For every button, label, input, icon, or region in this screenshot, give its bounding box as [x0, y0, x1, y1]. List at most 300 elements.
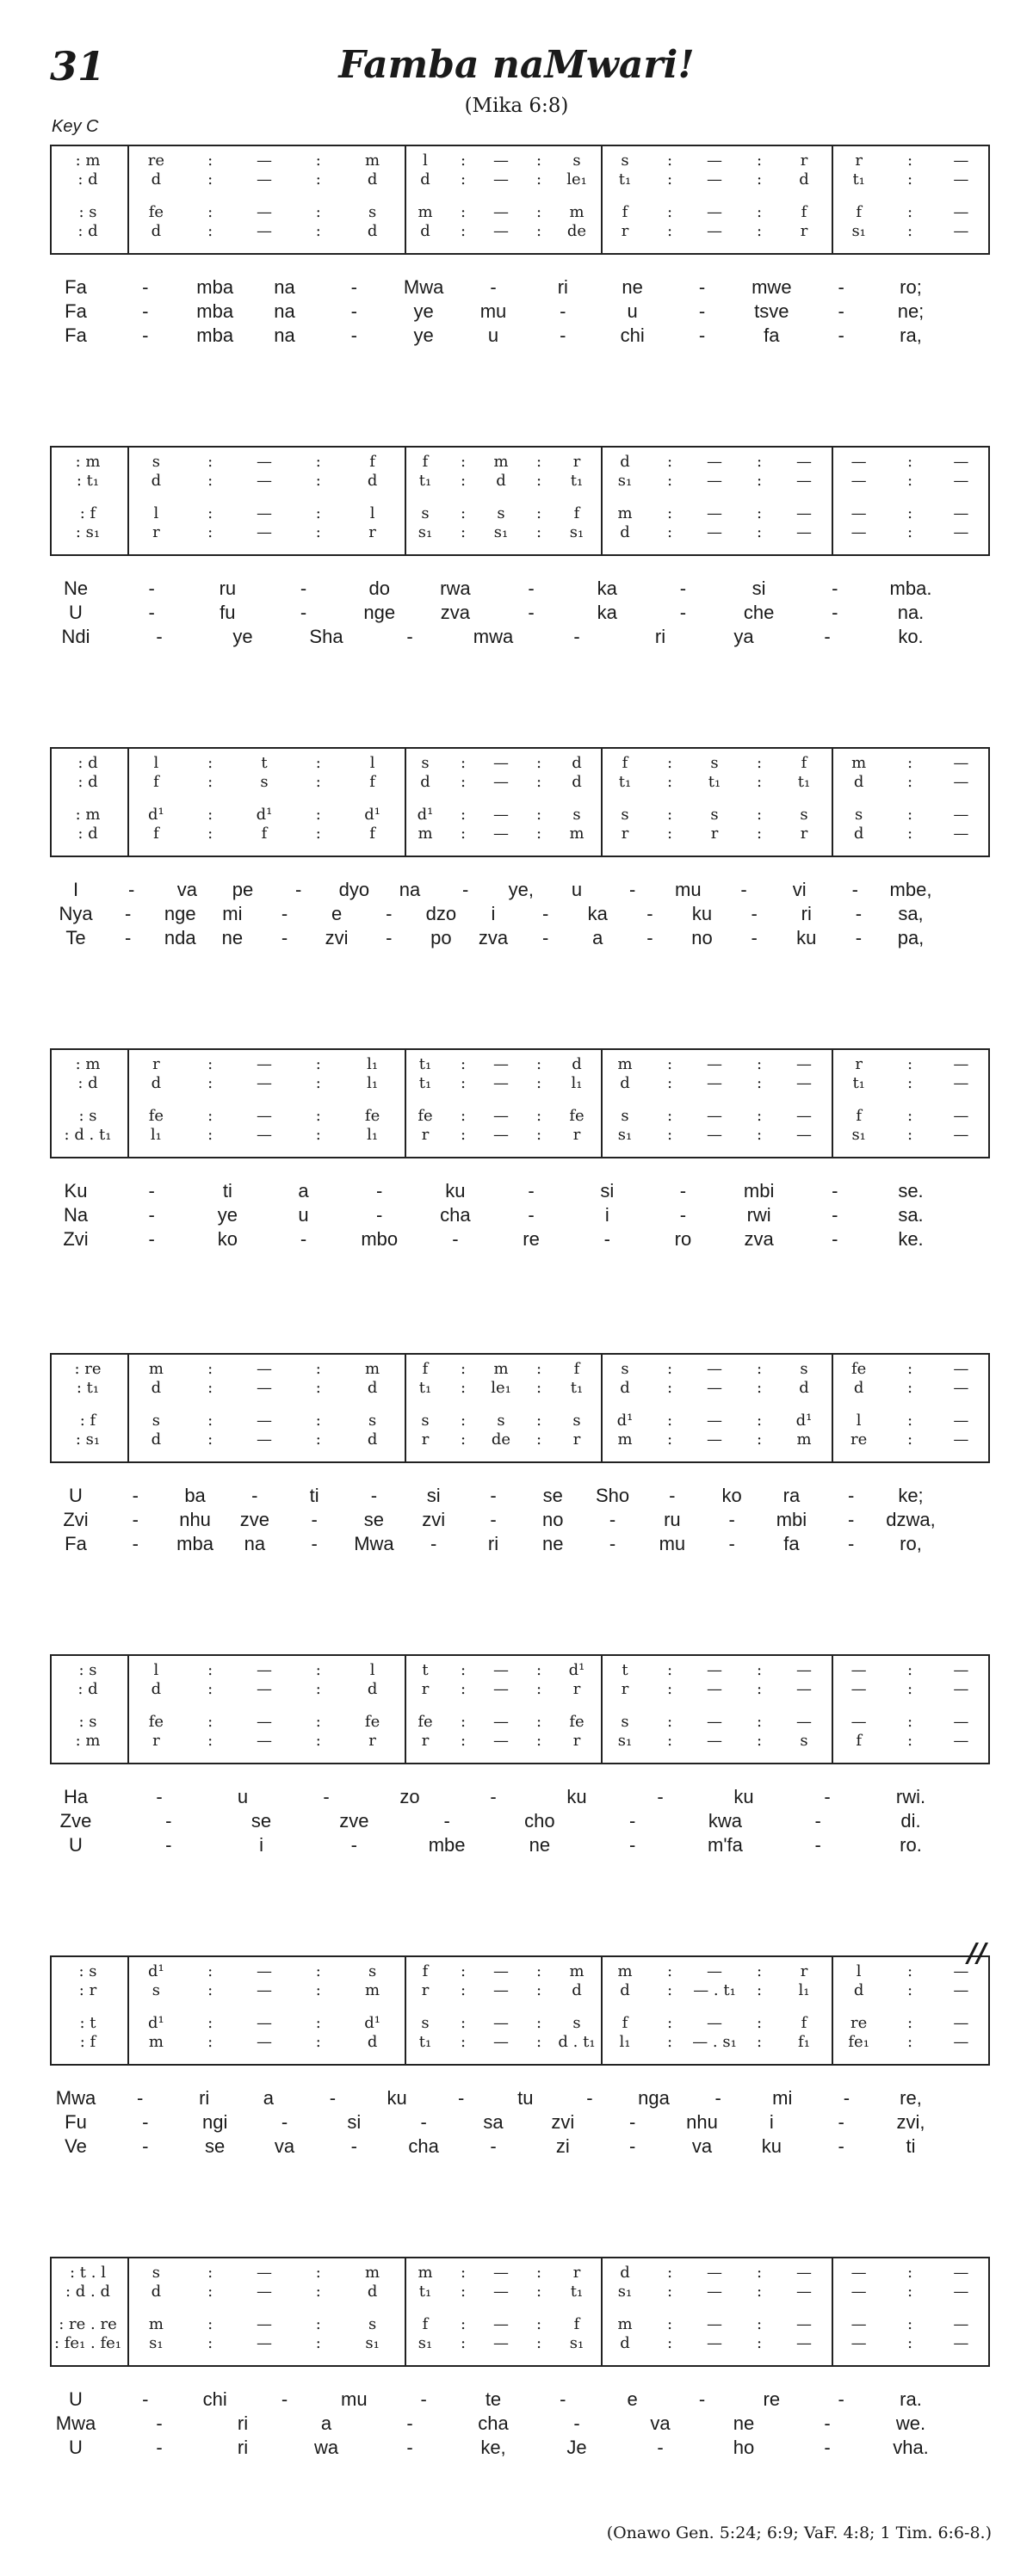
- beat-separator: :: [666, 1732, 673, 1750]
- solfa-note: —: [707, 1661, 722, 1679]
- solfa-note: s: [855, 806, 863, 824]
- lyric-syllable: -: [323, 1786, 330, 1807]
- solfa-note: —: [707, 1126, 722, 1144]
- solfa-note: : re . re: [59, 2315, 117, 2333]
- lyric-syllable: I: [72, 879, 79, 900]
- lyric-syllable: nge: [363, 602, 396, 623]
- solfa-note: —: [256, 1430, 272, 1449]
- solfa-note: —: [953, 2264, 969, 2282]
- solfa-note: f: [622, 754, 628, 772]
- solfa-note: —: [707, 472, 722, 490]
- lyric-syllable: -: [443, 1810, 450, 1832]
- solfa-note: —: [707, 222, 722, 240]
- beat-separator: :: [666, 2264, 673, 2282]
- solfa-note: d: [367, 1680, 378, 1698]
- solfa-note: d: [367, 2033, 378, 2051]
- beat-separator: :: [756, 1074, 763, 1092]
- solfa-note: m: [617, 504, 633, 522]
- solfa-note: d: [853, 773, 864, 791]
- lyric-syllable: ye: [232, 626, 253, 647]
- solfa-note: r: [421, 1981, 430, 1999]
- solfa-note: f: [153, 825, 159, 843]
- lyric-syllable: zve: [339, 1810, 369, 1832]
- beat-separator: :: [460, 1126, 467, 1144]
- beat-separator: :: [666, 1055, 673, 1073]
- lyric-syllable: -: [148, 602, 155, 623]
- lyric-syllable: ko.: [898, 626, 924, 647]
- lyric-syllable: cho: [524, 1810, 555, 1832]
- beat-separator: :: [315, 825, 321, 843]
- solfa-note: —: [493, 1713, 509, 1731]
- solfa-note: —: [256, 1074, 272, 1092]
- beat-separator: :: [756, 773, 763, 791]
- lyric-syllable: u: [237, 1786, 249, 1807]
- solfa-note: m: [418, 825, 433, 843]
- lyric-syllable: -: [132, 1533, 139, 1554]
- lyric-syllable: se: [251, 1810, 272, 1832]
- solfa-note: : d: [77, 1680, 98, 1698]
- lyric-line: [50, 926, 990, 950]
- solfa-note: —: [493, 151, 509, 170]
- solfa-note: f: [422, 1360, 429, 1378]
- beat-separator: :: [906, 2315, 913, 2333]
- solfa-row: [50, 1377, 987, 1399]
- solfa-note: s: [800, 806, 808, 824]
- solfa-note: r: [800, 222, 808, 240]
- beat-separator: :: [460, 2283, 467, 2301]
- lyric-syllable: -: [165, 1810, 172, 1832]
- lyric-syllable: u: [627, 300, 638, 322]
- beat-separator: :: [315, 1732, 321, 1750]
- solfa-note: —: [953, 1126, 969, 1144]
- lyric-syllable: -: [824, 2412, 831, 2434]
- solfa-note: —: [707, 2014, 722, 2032]
- lyric-syllable: -: [370, 1485, 378, 1506]
- beat-separator: :: [460, 222, 467, 240]
- lyric-syllable: -: [490, 1509, 497, 1530]
- beat-separator: :: [666, 472, 673, 490]
- solfa-note: s: [260, 773, 269, 791]
- beat-separator: :: [906, 1962, 913, 1980]
- solfa-note: : d . d: [65, 2283, 110, 2301]
- lyric-syllable: -: [386, 927, 393, 948]
- lyric-syllable: -: [281, 2111, 288, 2133]
- beat-separator: :: [207, 1379, 213, 1397]
- beat-separator: :: [756, 523, 763, 541]
- solfa-note: s₁: [365, 2334, 380, 2352]
- lyric-syllable: -: [646, 903, 653, 924]
- lyric-syllable: ri: [237, 2412, 249, 2434]
- solfa-note: : t₁: [76, 1379, 100, 1397]
- solfa-note: d: [620, 1379, 630, 1397]
- lyric-syllable: -: [156, 626, 163, 647]
- lyric-syllable: ka: [597, 578, 617, 599]
- lyric-line: [50, 1203, 990, 1227]
- solfa-note: : s: [78, 1107, 97, 1125]
- solfa-note: d¹: [148, 2014, 164, 2032]
- lyric-syllable: -: [528, 1180, 535, 1202]
- solfa-note: : f: [79, 1412, 96, 1430]
- lyric-syllable: ku: [733, 1786, 754, 1807]
- lyric-syllable: a: [320, 2412, 332, 2434]
- beat-separator: :: [906, 1107, 913, 1125]
- beat-separator: :: [460, 773, 467, 791]
- beat-separator: :: [535, 773, 542, 791]
- solfa-note: l: [856, 1412, 862, 1430]
- lyric-syllable: -: [156, 1786, 163, 1807]
- lyric-syllable: ka: [597, 602, 617, 623]
- beat-separator: :: [666, 2033, 673, 2051]
- beat-separator: :: [666, 1074, 673, 1092]
- lyric-syllable: ro;: [900, 276, 922, 298]
- solfa-note: —: [493, 2315, 509, 2333]
- lyric-syllable: zi: [555, 2135, 570, 2157]
- solfa-note: d: [367, 1430, 378, 1449]
- solfa-note: —: [953, 1713, 969, 1731]
- lyric-syllable: -: [832, 1228, 838, 1250]
- lyric-syllable: i: [259, 1834, 263, 1856]
- score-system: [50, 145, 990, 351]
- beat-separator: :: [315, 2033, 321, 2051]
- solfa-row: [50, 2332, 987, 2355]
- solfa-note: r: [800, 151, 808, 170]
- solfa-note: —: [851, 523, 867, 541]
- lyric-line: [50, 2110, 990, 2134]
- beat-separator: :: [315, 1661, 321, 1679]
- lyric-syllable: -: [838, 2111, 844, 2133]
- lyric-syllable: mu: [479, 300, 507, 322]
- beat-separator: :: [535, 203, 542, 221]
- solfa-note: —: [851, 2315, 867, 2333]
- solfa-note: —: [953, 1732, 969, 1750]
- lyric-syllable: se: [205, 2135, 226, 2157]
- lyric-syllable: -: [586, 2087, 593, 2109]
- beat-separator: :: [666, 1360, 673, 1378]
- lyric-syllable: u: [487, 324, 499, 346]
- solfa-note: —: [256, 1661, 272, 1679]
- beat-separator: :: [460, 806, 467, 824]
- lyric-syllable: zve: [239, 1509, 269, 1530]
- lyric-syllable: -: [300, 578, 307, 599]
- lyric-syllable: -: [452, 1228, 459, 1250]
- beat-separator: :: [207, 1074, 213, 1092]
- solfa-note: m: [148, 2315, 164, 2333]
- solfa-note: fe₁: [848, 2033, 869, 2051]
- beat-separator: :: [666, 1661, 673, 1679]
- lyric-syllable: -: [142, 2111, 149, 2133]
- lyric-syllable: -: [124, 903, 132, 924]
- solfa-note: m: [418, 203, 433, 221]
- lyric-syllable: -: [461, 879, 469, 900]
- solfa-note: d: [151, 472, 162, 490]
- scripture-subtitle: (Mika 6:8): [464, 95, 569, 117]
- solfa-note: —: [953, 504, 969, 522]
- solfa-note: d¹: [148, 806, 164, 824]
- lyric-syllable: Te: [65, 927, 86, 948]
- solfa-note: f: [573, 1360, 580, 1378]
- beat-separator: :: [207, 1430, 213, 1449]
- solfa-note: —: [707, 151, 722, 170]
- solfa-note: —: [493, 1126, 509, 1144]
- lyric-syllable: -: [156, 2412, 163, 2434]
- solfa-note: —: [256, 1126, 272, 1144]
- solfa-note: f: [369, 773, 375, 791]
- lyric-syllable: nhu: [686, 2111, 718, 2133]
- beat-separator: :: [207, 1360, 213, 1378]
- solfa-note: r: [572, 453, 581, 471]
- solfa-note: r: [421, 1430, 430, 1449]
- beat-separator: :: [535, 754, 542, 772]
- lyric-syllable: ri: [237, 2437, 249, 2458]
- beat-separator: :: [535, 472, 542, 490]
- solfa-note: d: [151, 2283, 162, 2301]
- beat-separator: :: [535, 222, 542, 240]
- lyric-syllable: ka: [587, 903, 608, 924]
- solfa-note: s: [800, 1732, 808, 1750]
- beat-separator: :: [460, 1074, 467, 1092]
- solfa-note: —: [796, 523, 812, 541]
- solfa-note: —: [953, 453, 969, 471]
- beat-separator: :: [756, 2033, 763, 2051]
- solfa-note: m: [148, 1360, 164, 1378]
- lyric-syllable: -: [679, 1180, 687, 1202]
- solfa-note: d¹: [364, 806, 380, 824]
- beat-separator: :: [756, 1661, 763, 1679]
- beat-separator: :: [666, 1680, 673, 1698]
- lyric-syllable: -: [142, 300, 149, 322]
- hymn-number: 31: [50, 43, 106, 90]
- solfa-note: s₁: [418, 523, 433, 541]
- solfa-note: f: [622, 203, 628, 221]
- lyric-syllable: va: [691, 2135, 713, 2157]
- solfa-note: d: [367, 222, 378, 240]
- solfa-note: : f: [79, 504, 96, 522]
- beat-separator: :: [756, 2283, 763, 2301]
- solfa-note: s: [572, 2014, 581, 2032]
- solfa-note: d: [620, 453, 630, 471]
- solfa-note: f: [801, 754, 807, 772]
- solfa-note: l: [153, 1661, 159, 1679]
- lyric-syllable: -: [311, 1533, 318, 1554]
- beat-separator: :: [460, 825, 467, 843]
- lyric-syllable: -: [165, 1834, 172, 1856]
- beat-separator: :: [756, 453, 763, 471]
- lyric-syllable: Mwa: [55, 2412, 96, 2434]
- solfa-note: f: [261, 825, 268, 843]
- lyric-syllable: -: [148, 578, 155, 599]
- solfa-note: f: [801, 203, 807, 221]
- beat-separator: :: [906, 170, 913, 188]
- lyric-syllable: ko: [217, 1228, 238, 1250]
- beat-separator: :: [535, 151, 542, 170]
- lyric-syllable: Ku: [64, 1180, 88, 1202]
- solfa-note: s: [368, 1962, 377, 1980]
- lyric-syllable: se: [542, 1485, 563, 1506]
- solfa-note: —: [256, 222, 272, 240]
- lyric-syllable: Mwa: [55, 2087, 96, 2109]
- beat-separator: :: [315, 1107, 321, 1125]
- beat-separator: :: [535, 1680, 542, 1698]
- beat-separator: :: [535, 1412, 542, 1430]
- lyric-line: [50, 324, 990, 348]
- repeat-mark: //: [968, 1938, 987, 1968]
- lyric-syllable: dyo: [338, 879, 370, 900]
- score-system: [50, 1955, 990, 2162]
- lyric-syllable: re: [763, 2388, 781, 2410]
- solfa-note: d: [853, 1981, 864, 1999]
- lyric-syllable: Na: [63, 1204, 89, 1226]
- lyric-syllable: tu: [517, 2087, 534, 2109]
- beat-separator: :: [906, 1360, 913, 1378]
- lyric-syllable: -: [628, 1810, 636, 1832]
- lyric-syllable: ru: [664, 1509, 681, 1530]
- solfa-note: s: [710, 806, 719, 824]
- solfa-note: d¹: [256, 806, 273, 824]
- lyric-syllable: -: [838, 324, 844, 346]
- lyric-syllable: ne: [221, 927, 244, 948]
- lyric-line: [50, 625, 990, 649]
- lyric-syllable: -: [679, 602, 687, 623]
- solfa-note: f: [422, 2315, 429, 2333]
- lyric-syllable: -: [541, 927, 549, 948]
- solfa-note: r: [572, 1732, 581, 1750]
- lyric-syllable: cha: [408, 2135, 439, 2157]
- lyric-syllable: -: [698, 300, 706, 322]
- lyric-syllable: -: [350, 1834, 357, 1856]
- lyric-syllable: ne: [622, 276, 643, 298]
- lyric-syllable: mwa: [473, 626, 514, 647]
- lyric-syllable: ri: [801, 903, 812, 924]
- solfa-row: [50, 2281, 987, 2303]
- solfa-note: —: [493, 825, 509, 843]
- solfa-note: t₁: [570, 472, 584, 490]
- lyric-syllable: Zve: [59, 1810, 92, 1832]
- solfa-note: m: [569, 825, 585, 843]
- solfa-note: l: [856, 1962, 862, 1980]
- solfa-note: —: [493, 2264, 509, 2282]
- beat-separator: :: [315, 1430, 321, 1449]
- solfa-note: —: [953, 1360, 969, 1378]
- lyric-syllable: Fu: [65, 2111, 87, 2133]
- beat-separator: :: [906, 2334, 913, 2352]
- beat-separator: :: [460, 2264, 467, 2282]
- beat-separator: :: [535, 1055, 542, 1073]
- solfa-note: r: [621, 222, 629, 240]
- lyric-line: [50, 2134, 990, 2159]
- lyric-syllable: -: [490, 1786, 497, 1807]
- solfa-note: —: [796, 453, 812, 471]
- lyric-line: [50, 300, 990, 324]
- score-system: [50, 1353, 990, 1560]
- lyric-syllable: fa: [764, 324, 780, 346]
- solfa-note: —: [256, 1713, 272, 1731]
- solfa-note: t₁: [418, 2283, 432, 2301]
- solfa-note: : s: [78, 1713, 97, 1731]
- solfa-note: fe: [418, 1713, 433, 1731]
- solfa-note: —: [953, 2334, 969, 2352]
- solfa-note: f: [369, 825, 375, 843]
- beat-separator: :: [666, 1713, 673, 1731]
- beat-separator: :: [460, 2014, 467, 2032]
- beat-separator: :: [207, 151, 213, 170]
- lyric-syllable: ko: [721, 1485, 742, 1506]
- lyric-syllable: -: [406, 2437, 413, 2458]
- solfa-note: —: [707, 1732, 722, 1750]
- solfa-note: s₁: [617, 1126, 633, 1144]
- solfa-note: —: [493, 1074, 509, 1092]
- lyric-syllable: ba: [184, 1485, 206, 1506]
- beat-separator: :: [315, 1379, 321, 1397]
- lyric-syllable: ri: [487, 1533, 499, 1554]
- lyric-syllable: ri: [557, 276, 568, 298]
- solfa-note: d: [572, 1055, 582, 1073]
- lyric-syllable: e: [627, 2388, 638, 2410]
- beat-separator: :: [207, 825, 213, 843]
- lyric-syllable: ke,: [480, 2437, 506, 2458]
- beat-separator: :: [906, 2033, 913, 2051]
- lyric-syllable: -: [294, 879, 302, 900]
- beat-separator: :: [906, 1680, 913, 1698]
- beat-separator: :: [535, 2315, 542, 2333]
- lyric-syllable: -: [560, 300, 566, 322]
- solfa-note: d: [151, 1680, 162, 1698]
- beat-separator: :: [756, 1412, 763, 1430]
- solfa-note: : t₁: [76, 472, 100, 490]
- lyric-syllable: ro.: [900, 1834, 922, 1856]
- solfa-note: d: [496, 472, 506, 490]
- lyric-syllable: a: [592, 927, 603, 948]
- lyric-syllable: mba.: [889, 578, 932, 599]
- solfa-note: s₁: [617, 472, 633, 490]
- beat-separator: :: [207, 1412, 213, 1430]
- lyric-syllable: -: [573, 2412, 580, 2434]
- solfa-note: s: [368, 1412, 377, 1430]
- solfa-note: d¹: [568, 1661, 585, 1679]
- beat-separator: :: [756, 222, 763, 240]
- beat-separator: :: [460, 170, 467, 188]
- beat-separator: :: [906, 1379, 913, 1397]
- solfa-note: t: [261, 754, 268, 772]
- lyric-syllable: na: [274, 324, 295, 346]
- solfa-note: m: [493, 453, 509, 471]
- beat-separator: :: [906, 472, 913, 490]
- lyric-syllable: -: [669, 1485, 676, 1506]
- beat-separator: :: [460, 453, 467, 471]
- lyric-syllable: Ha: [63, 1786, 89, 1807]
- solfa-note: d: [620, 523, 630, 541]
- solfa-note: d: [367, 2283, 378, 2301]
- solfa-note: —: [256, 1680, 272, 1698]
- solfa-note: m: [617, 1055, 633, 1073]
- solfa-note: : m: [75, 1055, 101, 1073]
- beat-separator: :: [906, 453, 913, 471]
- lyric-syllable: -: [851, 879, 858, 900]
- lyric-syllable: -: [714, 2087, 721, 2109]
- lyric-syllable: -: [679, 1204, 687, 1226]
- solfa-note: d¹: [795, 1412, 813, 1430]
- beat-separator: :: [207, 203, 213, 221]
- solfa-note: s₁: [418, 2334, 433, 2352]
- scripture-reference: (Onawo Gen. 5:24; 6:9; VaF. 4:8; 1 Tim. 6:6-8.): [606, 2523, 992, 2542]
- lyric-syllable: tsve: [754, 300, 789, 322]
- solfa-note: r: [855, 151, 863, 170]
- solfa-note: —: [953, 806, 969, 824]
- lyric-syllable: pa,: [897, 927, 925, 948]
- beat-separator: :: [756, 1360, 763, 1378]
- lyric-syllable: mbi: [743, 1180, 775, 1202]
- lyric-syllable: ngi: [201, 2111, 228, 2133]
- solfa-note: : s: [78, 1661, 97, 1679]
